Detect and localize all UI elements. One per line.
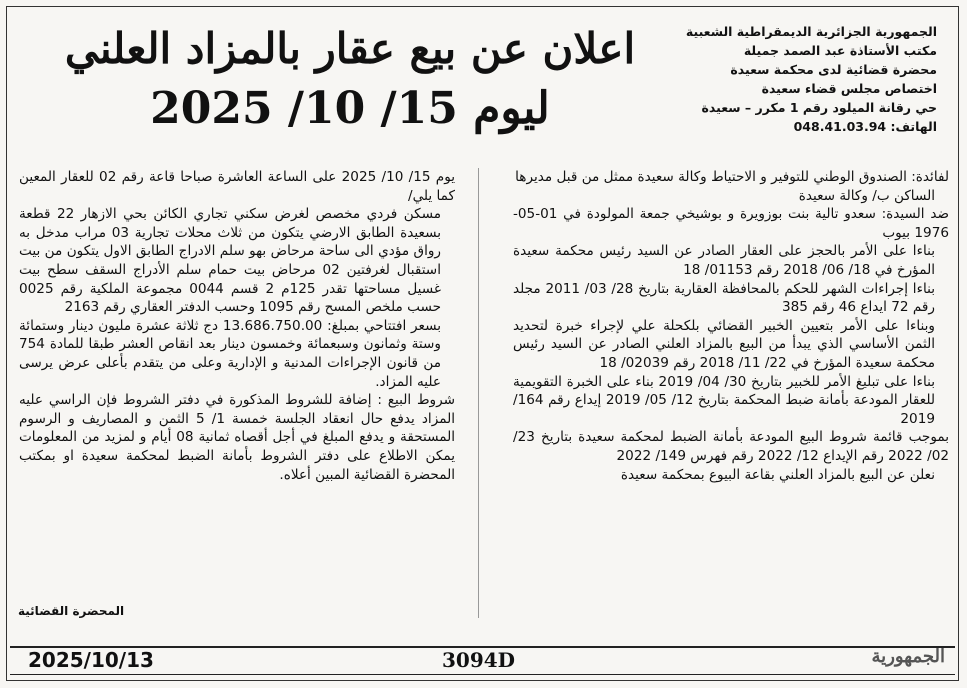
right-column: [513, 168, 949, 484]
title-line-2: ليوم 15/ 10/ 2025: [150, 83, 550, 134]
left-column: [19, 168, 455, 484]
office-line-1: الجمهورية الجزائرية الديمقراطية الشعبية: [685, 24, 937, 39]
paragraph: يوم 15/ 10/ 2025 على الساعة العاشرة صباحا قاعة رقم 02 للعقار المعين كما يلي/: [19, 169, 456, 204]
title-line-1: اعلان عن بيع عقار بالمزاد العلني: [64, 24, 636, 73]
paragraph: بناءا إجراءات الشهر للحكم بالمحافظة العقارية بتاريخ 28/ 03/ 2011 مجلد رقم 72 ايداع 46 رقم 385: [513, 280, 935, 316]
column-divider: [478, 168, 479, 618]
bailiff-office-header: [685, 22, 937, 136]
office-line-4: اختصاص مجلس قضاء سعيدة: [761, 81, 937, 96]
paragraph: مسكن فردي مخصص لغرض سكني تجاري الكائن بحي الازهار 22 قطعة بسعيدة الطابق الارضي يتكون من ثلاث محلات تجارية 03 مراب مدخل به رواق مؤدي الى ساحة مرحاض بهو سلم الادراج الطابق الاول يتكون من بيت استقبال لغرفتين 02 مرحاض بيت حمام سلم الأدراج السقف سطح بيت غسيل مساحتها تقدر 125م 2 قسم 0044 مجموعة الملكية رقم 0025 حسب ملخص المسح رقم 1095 وحسب الدفتر العقاري رقم 2163: [19, 206, 442, 316]
paragraph: بناءا على الأمر بالحجز على العقار الصادر عن السيد رئيس محكمة سعيدة المؤرخ في 18/ 06/ 2018 رقم 01153/ 18: [513, 243, 935, 278]
paragraph: لفائدة: الصندوق الوطني للتوفير و الاحتياط وكالة سعيدة ممثل من قبل مديرها: [515, 169, 949, 185]
paragraph: ضد السيدة: سعدو تالية بنت بوزويرة و بوشيخي جمعة المولودة في 01-05-1976 بيوب: [513, 206, 949, 241]
paragraph: شروط البيع : إضافة للشروط المذكورة في دفتر الشروط فإن الراسي عليه المزاد يدفع حال انعقاد الجلسة خمسة 1/ 5 الثمن و المصاريف و الرسوم المستحقة و يدفع المبلغ في أجل أقصاه ثمانية 08 أيام و لمزيد من المعلومات يمكن الاطلاع على دفتر الشروط بأمانة الضبط لمحكمة سعيدة او بمكتب المحضرة القضائية المبين أعلاه.: [19, 392, 456, 483]
paragraph: بناءا على تبليغ الأمر للخبير بتاريخ 30/ 04/ 2019 بناء على الخبرة التقويمية للعقار المودعة بأمانة ضبط المحكمة بتاريخ 12/ 05/ 2019 إيداع رقم 164/ 2019: [513, 373, 935, 427]
office-line-2: مكتب الأستاذة عبد الصمد جميلة: [743, 43, 937, 58]
office-line-5: حي رقانة الميلود رقم 1 مكرر – سعيدة: [701, 100, 937, 115]
signature: المحضرة القضائية: [18, 604, 125, 618]
footer-date: 2025/10/13: [28, 648, 154, 672]
paragraph: نعلن عن البيع بالمزاد العلني بقاعة البيوع بمحكمة سعيدة: [620, 466, 935, 483]
newspaper-logo: الجمهورية: [871, 646, 945, 667]
footer-rule-bottom: [10, 674, 955, 675]
office-line-3: محضرة قضائية لدى محكمة سعيدة: [730, 62, 937, 77]
paragraph: بموجب قائمة شروط البيع المودعة بأمانة الضبط لمحكمة سعيدة بتاريخ 23/ 02/ 2022 رقم الإيداع 12/ 2022 رقم فهرس 149/ 2022: [513, 429, 949, 464]
notice-title: [40, 20, 660, 140]
paragraph: وبناءا على الأمر بتعيين الخبير القضائي بلكحلة علي لإجراء خبرة لتحديد الثمن الأساسي الذي يبدأ من البيع بالمزاد العلني الصادر عن السيد رئيس محكمة سعيدة المؤرخ في 22/ 11/ 2018 رقم 02039/ 18: [513, 317, 935, 371]
paragraph: الساكن ب/ وكالة سعيدة: [798, 187, 935, 204]
paragraph: بسعر افتتاحي بمبلغ: 13.686.750.00 دج ثلاثة عشرة مليون دينار وستمائة وستة وثمانون وسبعمائة وخمسون دينار بعد انقاص العشر طبقا للمادة 754 من قانون الإجراءات المدنية و الإدارية وعلى من يتقدم بأعلى عرض يرسى عليه المزاد.: [19, 317, 441, 390]
footer-code: 3094D: [442, 648, 516, 672]
office-phone: الهاتف: 048.41.03.94: [793, 119, 937, 134]
